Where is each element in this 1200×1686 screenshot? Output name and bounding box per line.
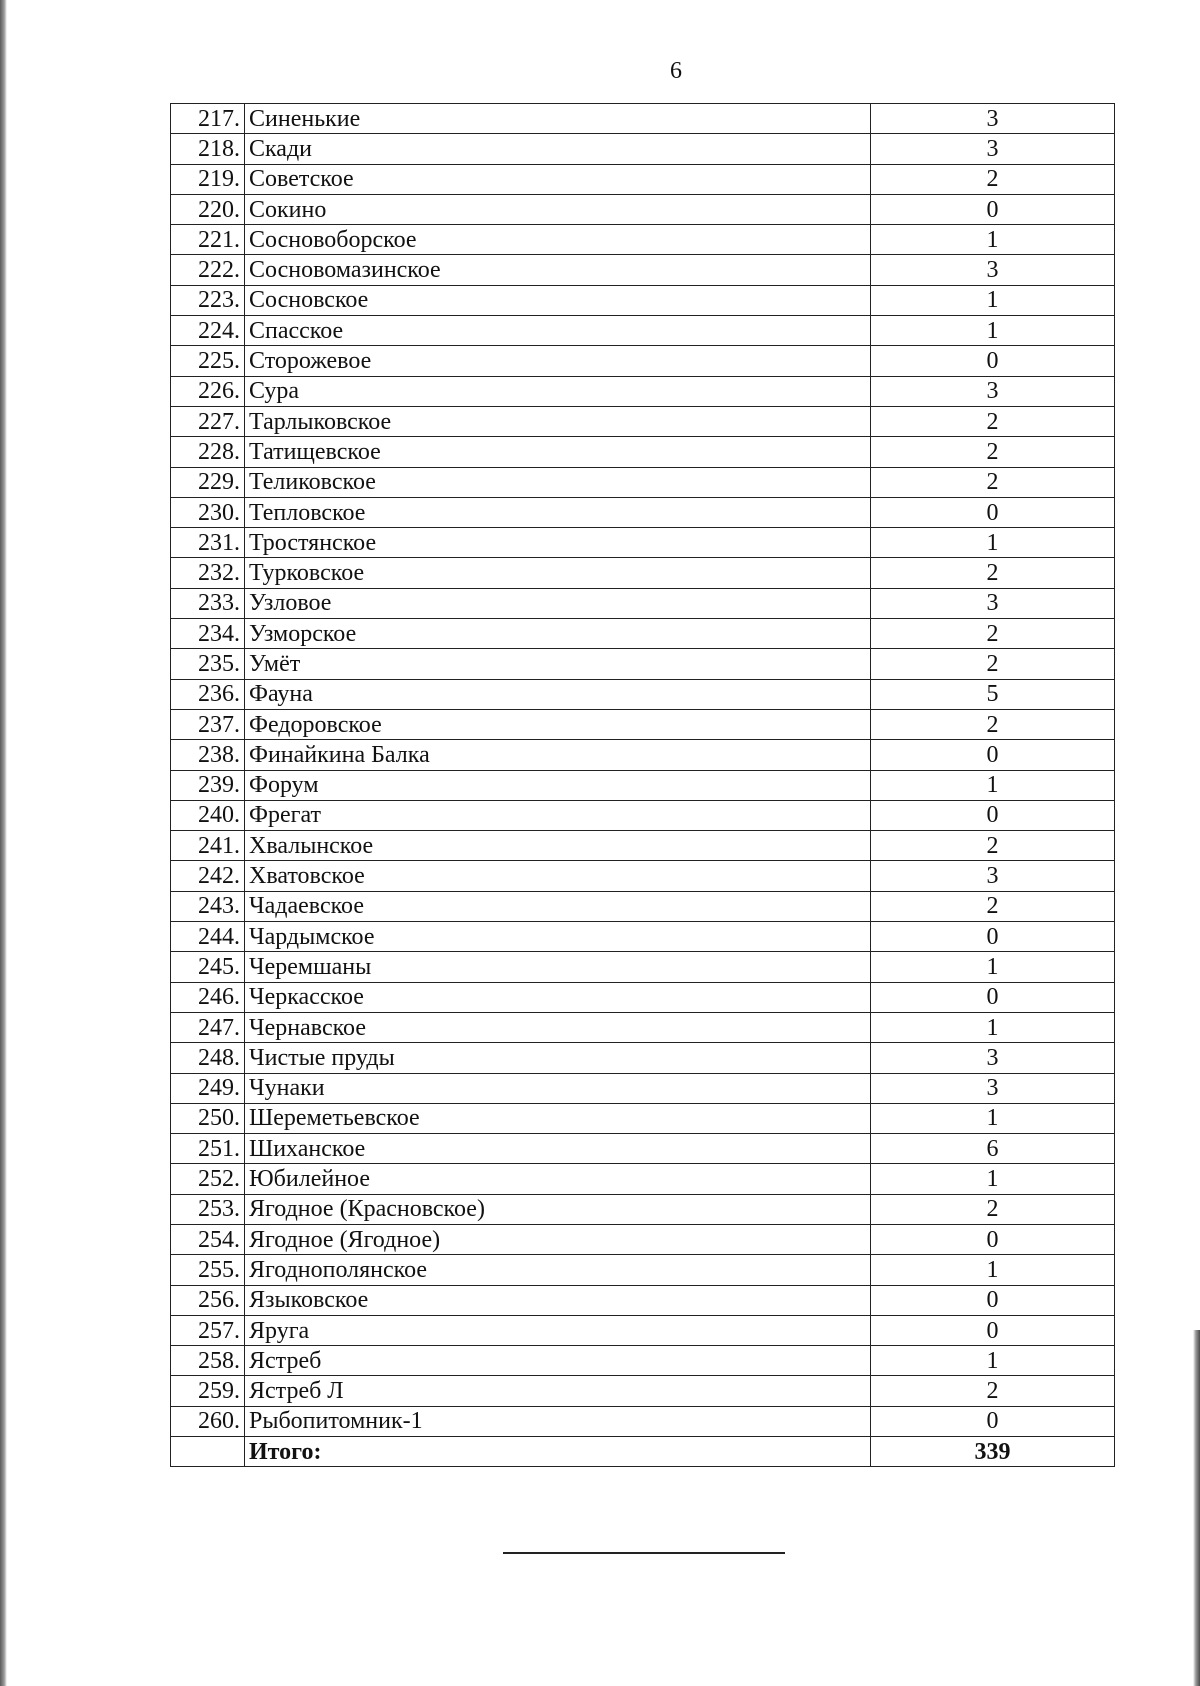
table-row bbox=[171, 194, 1115, 224]
row-name: Рыбопитомник-1 bbox=[245, 1406, 871, 1436]
table-row bbox=[171, 709, 1115, 739]
row-value: 1 bbox=[871, 528, 1115, 558]
row-name: Финайкина Балка bbox=[245, 740, 871, 770]
row-value: 2 bbox=[871, 1194, 1115, 1224]
row-value: 2 bbox=[871, 1376, 1115, 1406]
table-row bbox=[171, 104, 1115, 134]
row-value: 0 bbox=[871, 982, 1115, 1012]
row-number: 252. bbox=[171, 1164, 245, 1194]
row-number: 226. bbox=[171, 376, 245, 406]
table-row bbox=[171, 1073, 1115, 1103]
row-value: 1 bbox=[871, 952, 1115, 982]
table-row bbox=[171, 1043, 1115, 1073]
row-number: 231. bbox=[171, 528, 245, 558]
row-number: 256. bbox=[171, 1285, 245, 1315]
row-number: 260. bbox=[171, 1406, 245, 1436]
total-value: 339 bbox=[871, 1437, 1115, 1467]
row-number: 241. bbox=[171, 831, 245, 861]
row-value: 1 bbox=[871, 1346, 1115, 1376]
row-value: 2 bbox=[871, 649, 1115, 679]
table-row bbox=[171, 1194, 1115, 1224]
row-value: 3 bbox=[871, 255, 1115, 285]
row-value: 1 bbox=[871, 1012, 1115, 1042]
row-number: 242. bbox=[171, 861, 245, 891]
row-value: 2 bbox=[871, 619, 1115, 649]
row-number: 230. bbox=[171, 497, 245, 527]
row-name: Тарлыковское bbox=[245, 406, 871, 436]
row-value: 3 bbox=[871, 104, 1115, 134]
row-value: 0 bbox=[871, 1285, 1115, 1315]
row-number: 247. bbox=[171, 1012, 245, 1042]
row-number: 239. bbox=[171, 770, 245, 800]
table-row bbox=[171, 619, 1115, 649]
row-name: Шереметьевское bbox=[245, 1103, 871, 1133]
table-body bbox=[171, 104, 1115, 1467]
table-row bbox=[171, 376, 1115, 406]
row-value: 2 bbox=[871, 406, 1115, 436]
table-row bbox=[171, 437, 1115, 467]
row-number: 243. bbox=[171, 891, 245, 921]
row-number: 238. bbox=[171, 740, 245, 770]
row-value: 0 bbox=[871, 346, 1115, 376]
data-table bbox=[170, 103, 1115, 1467]
row-value: 1 bbox=[871, 225, 1115, 255]
row-number: 245. bbox=[171, 952, 245, 982]
row-value: 2 bbox=[871, 831, 1115, 861]
row-number: 218. bbox=[171, 134, 245, 164]
table-row bbox=[171, 164, 1115, 194]
row-number: 234. bbox=[171, 619, 245, 649]
total-row bbox=[171, 1437, 1115, 1467]
table-row bbox=[171, 225, 1115, 255]
row-name: Ястреб Л bbox=[245, 1376, 871, 1406]
row-value: 3 bbox=[871, 134, 1115, 164]
row-number: 220. bbox=[171, 194, 245, 224]
row-name: Хватовское bbox=[245, 861, 871, 891]
row-number: 246. bbox=[171, 982, 245, 1012]
row-number: 259. bbox=[171, 1376, 245, 1406]
row-name: Сура bbox=[245, 376, 871, 406]
total-label: Итого: bbox=[245, 1437, 871, 1467]
row-number: 236. bbox=[171, 679, 245, 709]
row-name: Скади bbox=[245, 134, 871, 164]
row-name: Сокино bbox=[245, 194, 871, 224]
row-value: 2 bbox=[871, 164, 1115, 194]
row-number: 222. bbox=[171, 255, 245, 285]
table-row bbox=[171, 800, 1115, 830]
table-row bbox=[171, 497, 1115, 527]
row-name: Юбилейное bbox=[245, 1164, 871, 1194]
table-row bbox=[171, 770, 1115, 800]
row-value: 1 bbox=[871, 316, 1115, 346]
row-number: 224. bbox=[171, 316, 245, 346]
row-name: Федоровское bbox=[245, 709, 871, 739]
row-name: Спасское bbox=[245, 316, 871, 346]
table-row bbox=[171, 952, 1115, 982]
scan-edge-left bbox=[0, 0, 7, 1686]
table-row bbox=[171, 1103, 1115, 1133]
table-row bbox=[171, 740, 1115, 770]
row-name: Татищевское bbox=[245, 437, 871, 467]
row-name: Турковское bbox=[245, 558, 871, 588]
row-name: Черкасское bbox=[245, 982, 871, 1012]
row-name: Чунаки bbox=[245, 1073, 871, 1103]
row-name: Тростянское bbox=[245, 528, 871, 558]
table-row bbox=[171, 1315, 1115, 1345]
row-name: Ягодное (Красновское) bbox=[245, 1194, 871, 1224]
row-name: Чернавское bbox=[245, 1012, 871, 1042]
row-name: Узловое bbox=[245, 588, 871, 618]
row-name: Теликовское bbox=[245, 467, 871, 497]
row-number: 255. bbox=[171, 1255, 245, 1285]
row-value: 1 bbox=[871, 1164, 1115, 1194]
row-number: 250. bbox=[171, 1103, 245, 1133]
row-value: 5 bbox=[871, 679, 1115, 709]
row-number: 258. bbox=[171, 1346, 245, 1376]
table-row bbox=[171, 316, 1115, 346]
table-row bbox=[171, 1285, 1115, 1315]
row-value: 0 bbox=[871, 497, 1115, 527]
row-value: 1 bbox=[871, 1255, 1115, 1285]
row-number: 251. bbox=[171, 1134, 245, 1164]
table-row bbox=[171, 1255, 1115, 1285]
row-value: 2 bbox=[871, 891, 1115, 921]
row-name: Ягоднополянское bbox=[245, 1255, 871, 1285]
row-number: 248. bbox=[171, 1043, 245, 1073]
row-number: 227. bbox=[171, 406, 245, 436]
row-value: 3 bbox=[871, 376, 1115, 406]
table-row bbox=[171, 134, 1115, 164]
row-number: 237. bbox=[171, 709, 245, 739]
row-number: 219. bbox=[171, 164, 245, 194]
row-number: 217. bbox=[171, 104, 245, 134]
row-value: 0 bbox=[871, 800, 1115, 830]
row-value: 0 bbox=[871, 1315, 1115, 1345]
row-name: Языковское bbox=[245, 1285, 871, 1315]
row-value: 0 bbox=[871, 922, 1115, 952]
table-row bbox=[171, 285, 1115, 315]
total-number-empty bbox=[171, 1437, 245, 1467]
row-number: 232. bbox=[171, 558, 245, 588]
row-value: 2 bbox=[871, 558, 1115, 588]
table-row bbox=[171, 406, 1115, 436]
row-name: Сосновское bbox=[245, 285, 871, 315]
table-row bbox=[171, 831, 1115, 861]
table-row bbox=[171, 346, 1115, 376]
row-number: 235. bbox=[171, 649, 245, 679]
row-value: 0 bbox=[871, 1224, 1115, 1254]
row-name: Яруга bbox=[245, 1315, 871, 1345]
row-name: Синенькие bbox=[245, 104, 871, 134]
row-value: 1 bbox=[871, 770, 1115, 800]
row-number: 233. bbox=[171, 588, 245, 618]
row-name: Фауна bbox=[245, 679, 871, 709]
table-row bbox=[171, 1134, 1115, 1164]
table-row bbox=[171, 528, 1115, 558]
row-name: Фрегат bbox=[245, 800, 871, 830]
table-row bbox=[171, 922, 1115, 952]
table-row bbox=[171, 1376, 1115, 1406]
table-row bbox=[171, 1346, 1115, 1376]
row-value: 3 bbox=[871, 861, 1115, 891]
row-name: Чардымское bbox=[245, 922, 871, 952]
table-row bbox=[171, 1164, 1115, 1194]
scan-edge-right bbox=[1193, 1330, 1200, 1686]
table-row bbox=[171, 588, 1115, 618]
row-name: Советское bbox=[245, 164, 871, 194]
row-number: 253. bbox=[171, 1194, 245, 1224]
table-row bbox=[171, 255, 1115, 285]
row-number: 240. bbox=[171, 800, 245, 830]
row-value: 2 bbox=[871, 467, 1115, 497]
row-name: Шиханское bbox=[245, 1134, 871, 1164]
row-name: Хвалынское bbox=[245, 831, 871, 861]
row-name: Ягодное (Ягодное) bbox=[245, 1224, 871, 1254]
table-row bbox=[171, 891, 1115, 921]
table-row bbox=[171, 1224, 1115, 1254]
row-number: 221. bbox=[171, 225, 245, 255]
row-value: 2 bbox=[871, 437, 1115, 467]
row-name: Сосновомазинское bbox=[245, 255, 871, 285]
row-number: 225. bbox=[171, 346, 245, 376]
row-name: Чистые пруды bbox=[245, 1043, 871, 1073]
row-value: 0 bbox=[871, 194, 1115, 224]
row-value: 1 bbox=[871, 285, 1115, 315]
row-number: 228. bbox=[171, 437, 245, 467]
row-name: Сосновоборское bbox=[245, 225, 871, 255]
row-value: 3 bbox=[871, 588, 1115, 618]
row-name: Ястреб bbox=[245, 1346, 871, 1376]
table-row bbox=[171, 982, 1115, 1012]
row-name: Форум bbox=[245, 770, 871, 800]
table-row bbox=[171, 1012, 1115, 1042]
table-row bbox=[171, 558, 1115, 588]
row-number: 249. bbox=[171, 1073, 245, 1103]
row-number: 229. bbox=[171, 467, 245, 497]
page-number: 6 bbox=[670, 58, 682, 84]
row-name: Умёт bbox=[245, 649, 871, 679]
row-value: 2 bbox=[871, 709, 1115, 739]
row-number: 223. bbox=[171, 285, 245, 315]
row-name: Узморское bbox=[245, 619, 871, 649]
row-number: 257. bbox=[171, 1315, 245, 1345]
row-name: Сторожевое bbox=[245, 346, 871, 376]
row-value: 3 bbox=[871, 1043, 1115, 1073]
table-row bbox=[171, 1406, 1115, 1436]
row-name: Черемшаны bbox=[245, 952, 871, 982]
row-number: 244. bbox=[171, 922, 245, 952]
signature-line bbox=[503, 1552, 785, 1554]
row-number: 254. bbox=[171, 1224, 245, 1254]
row-name: Тепловское bbox=[245, 497, 871, 527]
row-value: 0 bbox=[871, 740, 1115, 770]
row-value: 3 bbox=[871, 1073, 1115, 1103]
row-value: 6 bbox=[871, 1134, 1115, 1164]
table-row bbox=[171, 649, 1115, 679]
table-row bbox=[171, 679, 1115, 709]
row-value: 1 bbox=[871, 1103, 1115, 1133]
row-value: 0 bbox=[871, 1406, 1115, 1436]
row-name: Чадаевское bbox=[245, 891, 871, 921]
table-row bbox=[171, 467, 1115, 497]
table-row bbox=[171, 861, 1115, 891]
